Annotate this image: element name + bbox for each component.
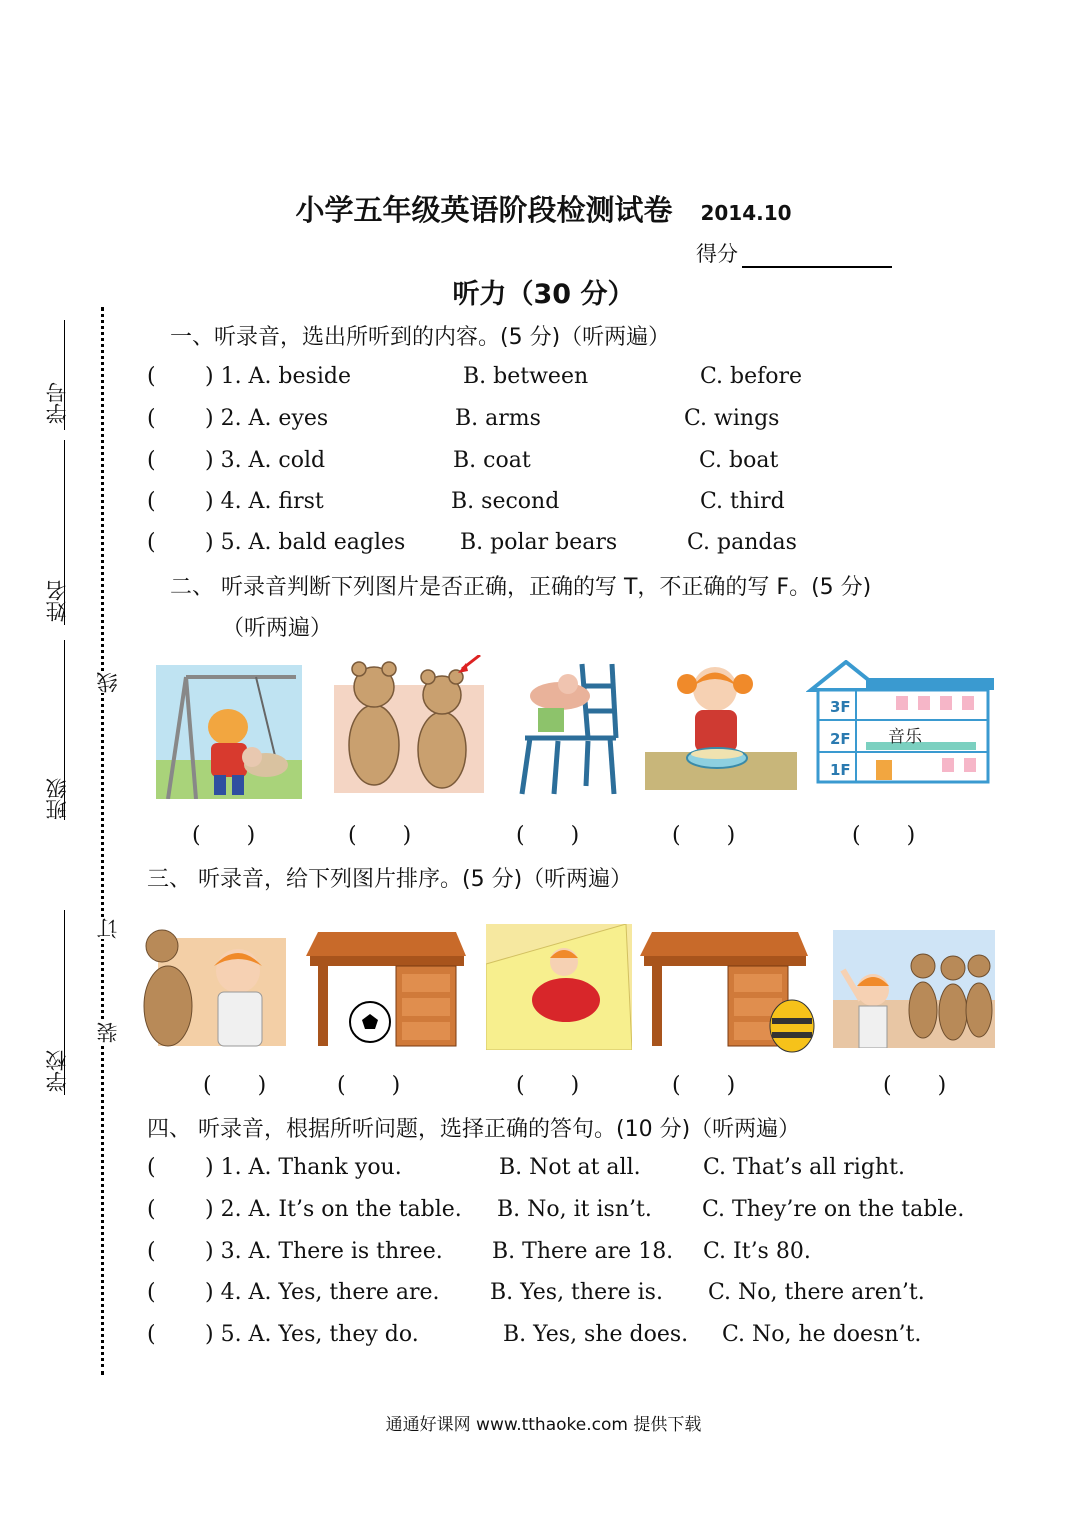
option-c: C. boat <box>699 448 779 473</box>
listening-title: 听力（30 分） <box>452 279 635 310</box>
label-zhuang: 装 <box>93 1022 123 1043</box>
girl-with-bowl-picture <box>645 654 797 790</box>
option-a: ) 4. A. Yes, there are. <box>205 1280 440 1305</box>
paren-close: ) <box>570 1073 580 1098</box>
answer-paren[interactable] <box>516 1073 579 1098</box>
desk-with-ball-picture <box>306 930 468 1048</box>
question-row <box>147 1197 965 1227</box>
girl-waving-at-bears-picture <box>833 930 995 1048</box>
option-b: B. Yes, she does. <box>503 1322 689 1347</box>
section2-heading: 二、 听录音判断下列图片是否正确，正确的写 T，不正确的写 F。(5 分) <box>170 575 872 600</box>
desk-with-bee-bag-picture <box>640 930 818 1054</box>
title-text: 小学五年级英语阶段检测试卷 <box>295 193 673 227</box>
label-xuehao: 学号 <box>45 382 69 424</box>
answer-paren[interactable]: ( <box>147 1155 156 1180</box>
option-b: B. Yes, there is. <box>490 1280 663 1305</box>
option-c: C. No, he doesn’t. <box>722 1322 922 1347</box>
option-b: B. No, it isn’t. <box>497 1197 652 1222</box>
label-ding: 订 <box>93 918 123 939</box>
answer-paren[interactable] <box>516 823 579 848</box>
score-field <box>696 238 892 268</box>
option-a: ) 1. A. beside <box>205 364 351 389</box>
paren-close: ) <box>570 823 580 848</box>
option-c: C. pandas <box>687 530 797 555</box>
question-row <box>147 1322 947 1352</box>
question-row <box>147 406 847 436</box>
girl-on-bed-picture <box>486 924 632 1050</box>
option-b: B. Not at all. <box>499 1155 641 1180</box>
mouse-on-chair-picture <box>510 656 622 796</box>
blank-xingming[interactable] <box>64 440 65 625</box>
floor-3f: 3F <box>830 698 851 716</box>
answer-paren[interactable] <box>883 1073 946 1098</box>
option-a: ) 3. A. There is three. <box>205 1239 443 1264</box>
question-row <box>147 489 847 519</box>
option-c: C. That’s all right. <box>703 1155 905 1180</box>
section4-heading: 四、 听录音，根据所听问题，选择正确的答句。(10 分)（听两遍） <box>147 1117 801 1142</box>
option-b: B. second <box>451 489 560 514</box>
option-a: ) 3. A. cold <box>205 448 326 473</box>
answer-paren[interactable]: ( <box>147 489 156 514</box>
paren-open: ( <box>672 823 681 848</box>
option-b: B. There are 18. <box>492 1239 674 1264</box>
question-row <box>147 1155 947 1185</box>
section2-heading-2: （听两遍） <box>222 616 333 641</box>
option-a: ) 4. A. first <box>205 489 324 514</box>
option-c: C. No, there aren’t. <box>708 1280 925 1305</box>
label-banji: 班级 <box>45 778 69 820</box>
paren-open: ( <box>883 1073 892 1098</box>
floor-2f: 2F <box>830 730 851 748</box>
music-room-label: 音乐 <box>888 727 922 747</box>
label-xian: 线 <box>93 672 123 693</box>
paren-close: ) <box>937 1073 947 1098</box>
binding-dotted-line <box>101 307 104 1375</box>
option-a: ) 5. A. Yes, they do. <box>205 1322 419 1347</box>
paren-open: ( <box>516 823 525 848</box>
answer-paren[interactable]: ( <box>147 364 156 389</box>
option-a: ) 1. A. Thank you. <box>205 1155 402 1180</box>
option-c: C. It’s 80. <box>703 1239 811 1264</box>
score-label: 得分 <box>696 242 738 266</box>
paren-open: ( <box>203 1073 212 1098</box>
answer-paren[interactable]: ( <box>147 530 156 555</box>
paren-open: ( <box>852 823 861 848</box>
paren-open: ( <box>337 1073 346 1098</box>
answer-paren[interactable] <box>348 823 411 848</box>
answer-paren[interactable]: ( <box>147 1322 156 1347</box>
question-row <box>147 530 847 560</box>
answer-paren[interactable]: ( <box>147 1280 156 1305</box>
paren-open: ( <box>516 1073 525 1098</box>
option-a: ) 2. A. It’s on the table. <box>205 1197 462 1222</box>
cat-mouse-swing-picture <box>156 665 302 799</box>
answer-paren[interactable]: ( <box>147 1197 156 1222</box>
option-b: B. arms <box>455 406 541 431</box>
label-xuexiao: 学校 <box>45 1050 69 1092</box>
answer-paren[interactable] <box>852 823 915 848</box>
paren-close: ) <box>257 1073 267 1098</box>
answer-paren[interactable] <box>337 1073 400 1098</box>
answer-paren[interactable] <box>672 823 735 848</box>
two-bears-picture <box>334 655 484 795</box>
option-a: ) 5. A. bald eagles <box>205 530 406 555</box>
blank-xuexiao[interactable] <box>64 910 65 1095</box>
paren-open: ( <box>672 1073 681 1098</box>
blank-banji[interactable] <box>64 640 65 820</box>
answer-paren[interactable]: ( <box>147 1239 156 1264</box>
floor-1f: 1F <box>830 761 851 779</box>
page-title <box>0 188 1087 229</box>
paren-close: ) <box>246 823 256 848</box>
question-row <box>147 364 847 394</box>
paren-close: ) <box>391 1073 401 1098</box>
paren-close: ) <box>726 823 736 848</box>
option-c: C. wings <box>684 406 780 431</box>
question-row <box>147 1280 947 1310</box>
paren-open: ( <box>192 823 201 848</box>
paren-close: ) <box>726 1073 736 1098</box>
option-c: C. third <box>700 489 785 514</box>
school-building-picture <box>806 660 996 785</box>
exam-date: 2014.10 <box>700 201 792 225</box>
label-xingming: 姓名 <box>45 580 69 622</box>
section3-heading: 三、 听录音，给下列图片排序。(5 分)（听两遍） <box>147 867 633 892</box>
answer-paren[interactable]: ( <box>147 406 156 431</box>
paren-open: ( <box>348 823 357 848</box>
option-b: B. coat <box>453 448 531 473</box>
question-row <box>147 1239 947 1269</box>
answer-paren[interactable] <box>192 823 255 848</box>
answer-paren[interactable]: ( <box>147 448 156 473</box>
bear-and-girl-picture <box>128 926 286 1050</box>
option-b: B. between <box>463 364 589 389</box>
question-row <box>147 448 847 478</box>
option-b: B. polar bears <box>460 530 618 555</box>
section1-heading: 一、听录音，选出所听到的内容。(5 分)（听两遍） <box>170 325 671 350</box>
blank-xuehao[interactable] <box>64 320 65 430</box>
paren-close: ) <box>402 823 412 848</box>
option-c: C. before <box>700 364 803 389</box>
option-a: ) 2. A. eyes <box>205 406 329 431</box>
answer-paren[interactable] <box>203 1073 266 1098</box>
footer-credit: 通通好课网 www.tthaoke.com 提供下载 <box>385 1415 702 1435</box>
answer-paren[interactable] <box>672 1073 735 1098</box>
score-blank[interactable] <box>742 244 892 268</box>
paren-close: ) <box>906 823 916 848</box>
option-c: C. They’re on the table. <box>702 1197 965 1222</box>
